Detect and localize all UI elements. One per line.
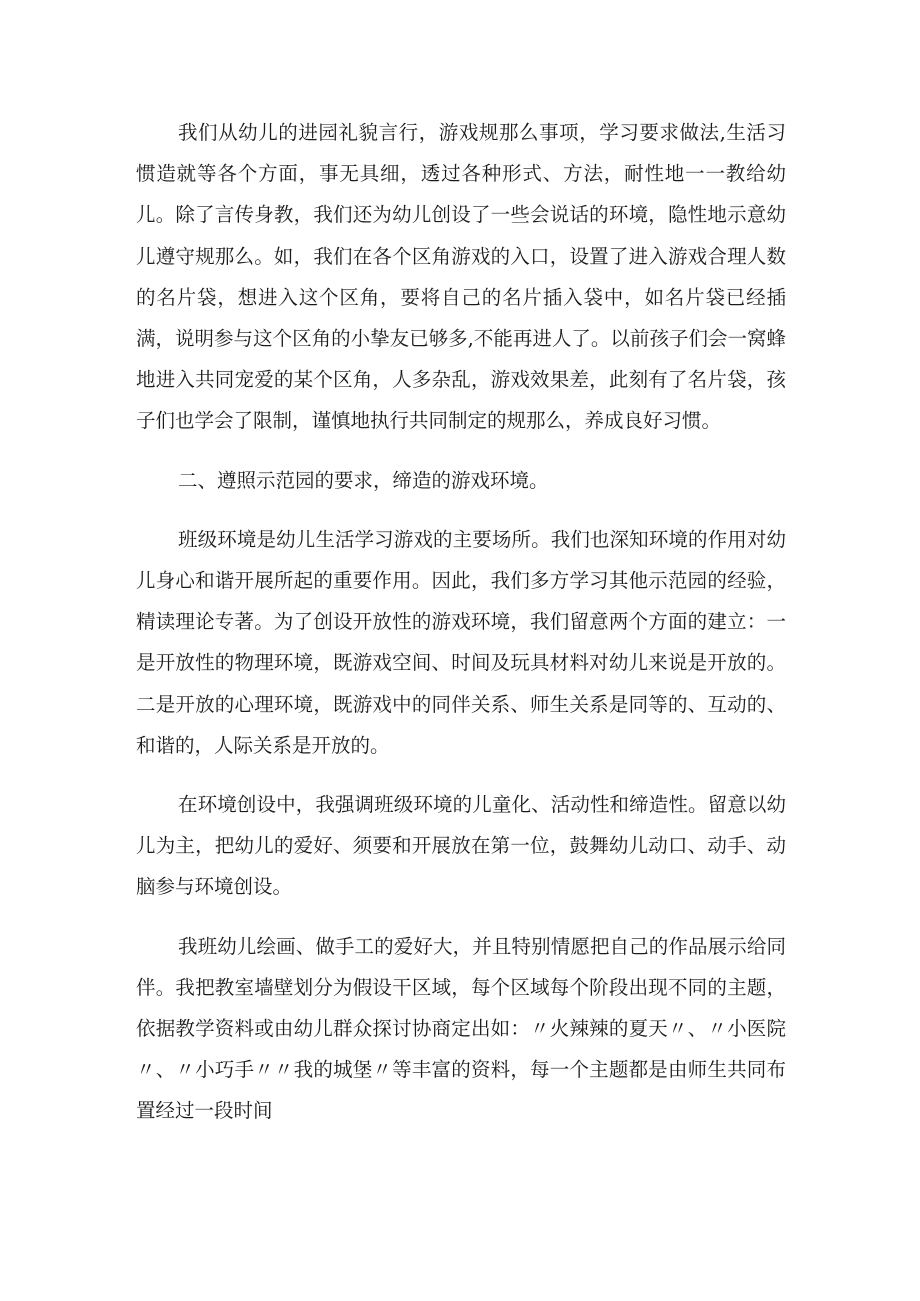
paragraph-wall-display: 我班幼儿绘画、做手工的爱好大，并且特别情愿把自己的作品展示给同伴。我把教室墙壁划分为假设干区域，每个区域每个阶段出现不同的主题，依据教学资料或由幼儿群众探讨协商定出如：〃火辣辣的夏天〃、〃小医院〃、〃小巧手〃〃我的城堡〃等丰富的资料，每一个主题都是由师生共同布置经过一段时间 xyxy=(136,934,786,1123)
paragraph-environment-creation: 在环境创设中，我强调班级环境的儿童化、活动性和缔造性。留意以幼儿为主，把幼儿的爱好、须要和开展放在第一位，鼓舞幼儿动口、动手、动脑参与环境创设。 xyxy=(136,793,786,899)
section-heading-two: 二、遵照示范园的要求，缔造的游戏环境。 xyxy=(178,468,549,492)
document-body xyxy=(136,112,786,1150)
paragraph-class-environment: 班级环境是幼儿生活学习游戏的主要场所。我们也深知环境的作用对幼儿身心和谐开展所起的重要作用。因此，我们多方学习其他示范园的经验，精读理论专著。为了创设开放性的游戏环境，我们留意两个方面的建立：一是开放性的物理环境，既游戏空间、时间及玩具材料对幼儿来说是开放的。二是开放的心理环境，既游戏中的同伴关系、师生关系是同等的、互动的、和谐的，人际关系是开放的。 xyxy=(136,527,786,757)
paragraph-rules: 我们从幼儿的进园礼貌言行，游戏规那么事项，学习要求做法,生活习惯造就等各个方面，事无具细，透过各种形式、方法，耐性地一一教给幼儿。除了言传身教，我们还为幼儿创设了一些会说话的环境，隐性地示意幼儿遵守规那么。如，我们在各个区角游戏的入口，设置了进入游戏合理人数的名片袋，想进入这个区角，要将自己的名片插入袋中，如名片袋已经插满，说明参与这个区角的小挚友已够多,不能再进人了。以前孩子们会一窝蜂地进入共同宠爱的某个区角，人多杂乱，游戏效果差，此刻有了名片袋，孩子们也学会了限制，谨慎地执行共同制定的规那么，养成良好习惯。 xyxy=(136,121,786,433)
